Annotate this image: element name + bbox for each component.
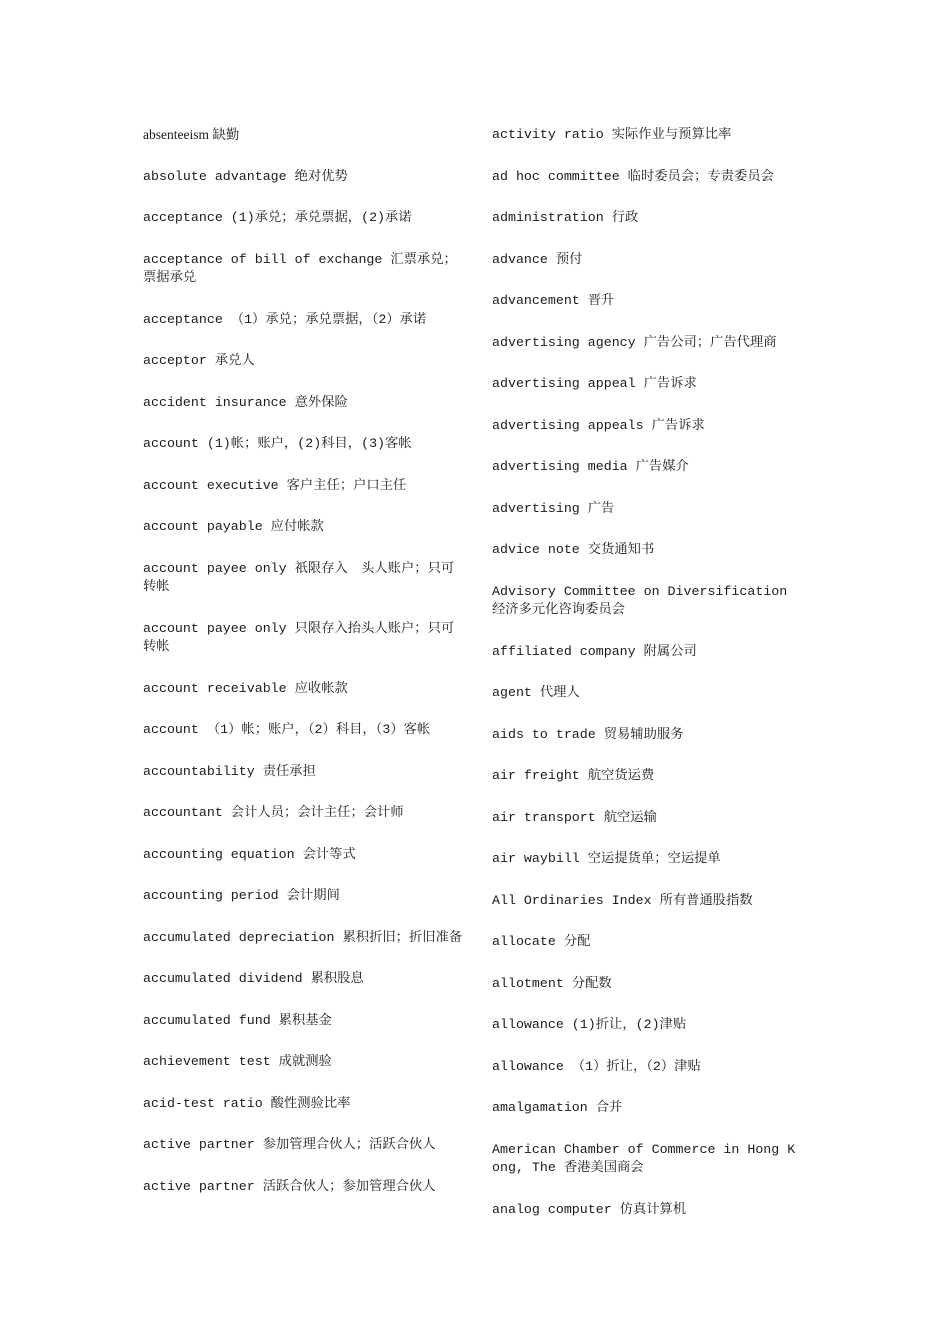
glossary-entry: American Chamber of Commerce in Hong Kong, The 香港美国商会 (492, 1141, 796, 1175)
glossary-entry: advertising 广告 (492, 500, 615, 516)
glossary-entry: accountant 会计人员；会计主任；会计师 (143, 805, 404, 820)
glossary-entry: All Ordinaries Index 所有普通股指数 (492, 892, 753, 908)
glossary-entry: accounting period 会计期间 (143, 888, 340, 903)
glossary-entry: acceptance (1)承兑；承兑票据，(2)承诺 (143, 210, 412, 225)
glossary-entry: amalgamation 合并 (492, 1100, 623, 1115)
glossary-entry: advice note 交货通知书 (492, 542, 655, 557)
glossary-entry: account executive 客户主任；户口主任 (143, 477, 407, 493)
glossary-entry: account payee only 只限存入抬头人账户；只可转帐 (143, 620, 455, 654)
glossary-entry: accumulated dividend 累积股息 (143, 971, 364, 986)
glossary-entry: agent 代理人 (492, 685, 580, 700)
glossary-entry: active partner 活跃合伙人；参加管理合伙人 (143, 1178, 436, 1194)
glossary-entry: account payee only 祇限存入 头人账户；只可转帐 (143, 560, 455, 594)
glossary-entry: allowance （1）折让，（2）津贴 (492, 1058, 701, 1074)
glossary-entry: allotment 分配数 (492, 975, 612, 991)
glossary-entry: account payable 应付帐款 (143, 519, 324, 534)
glossary-entry: advertising media 广告媒介 (492, 459, 689, 474)
glossary-entry: absolute advantage 绝对优势 (143, 168, 348, 184)
glossary-entry: ad hoc committee 临时委员会；专责委员会 (492, 168, 774, 184)
glossary-entry: active partner 参加管理合伙人；活跃合伙人 (143, 1137, 436, 1152)
glossary-entry: affiliated company 附属公司 (492, 643, 697, 659)
glossary-entry: account (1)帐；账户，(2)科目，(3)客帐 (143, 436, 412, 451)
glossary-entry: acceptor 承兑人 (143, 353, 255, 368)
glossary-entry: allowance (1)折让，(2)津贴 (492, 1017, 687, 1032)
glossary-entry: accumulated fund 累积基金 (143, 1012, 332, 1028)
glossary-entry: air waybill 空运提货单；空运提单 (492, 851, 721, 866)
glossary-entry: absenteeism 缺勤 (143, 127, 240, 142)
glossary-entry: account receivable 应收帐款 (143, 680, 348, 696)
glossary-entry: air freight 航空货运费 (492, 768, 655, 783)
glossary-entry: accountability 责任承担 (143, 763, 316, 779)
glossary-entry: advancement 晋升 (492, 293, 615, 308)
glossary-entry: acceptance of bill of exchange 汇票承兑；票据承兑 (143, 251, 457, 285)
glossary-entry: analog computer 仿真计算机 (492, 1201, 687, 1217)
glossary-entry: achievement test 成就测验 (143, 1054, 332, 1069)
glossary-entry: advance 预付 (492, 251, 583, 267)
left-column (143, 126, 463, 1219)
glossary-entry: Advisory Committee on Diversification 经济多元化咨询委员会 (492, 583, 788, 617)
glossary-entry: aids to trade 贸易辅助服务 (492, 726, 684, 742)
glossary-entry: accident insurance 意外保险 (143, 394, 348, 410)
glossary-entry: acid-test ratio 酸性测验比率 (143, 1095, 351, 1111)
glossary-entry: advertising appeals 广告诉求 (492, 417, 705, 433)
glossary-entry: activity ratio 实际作业与预算比率 (492, 127, 732, 142)
glossary-entry: accounting equation 会计等式 (143, 846, 356, 862)
glossary-entry: account （1）帐；账户，（2）科目，（3）客帐 (143, 722, 431, 737)
glossary-entry: acceptance （1）承兑；承兑票据，（2）承诺 (143, 311, 427, 327)
glossary-entry: advertising appeal 广告诉求 (492, 376, 697, 391)
glossary-entry: administration 行政 (492, 210, 639, 225)
glossary-entry: air transport 航空运输 (492, 809, 657, 825)
glossary-entry: advertising agency 广告公司；广告代理商 (492, 334, 777, 350)
glossary-entry: allocate 分配 (492, 934, 591, 949)
glossary-entry: accumulated depreciation 累积折旧；折旧准备 (143, 929, 463, 945)
right-column (492, 126, 802, 1242)
